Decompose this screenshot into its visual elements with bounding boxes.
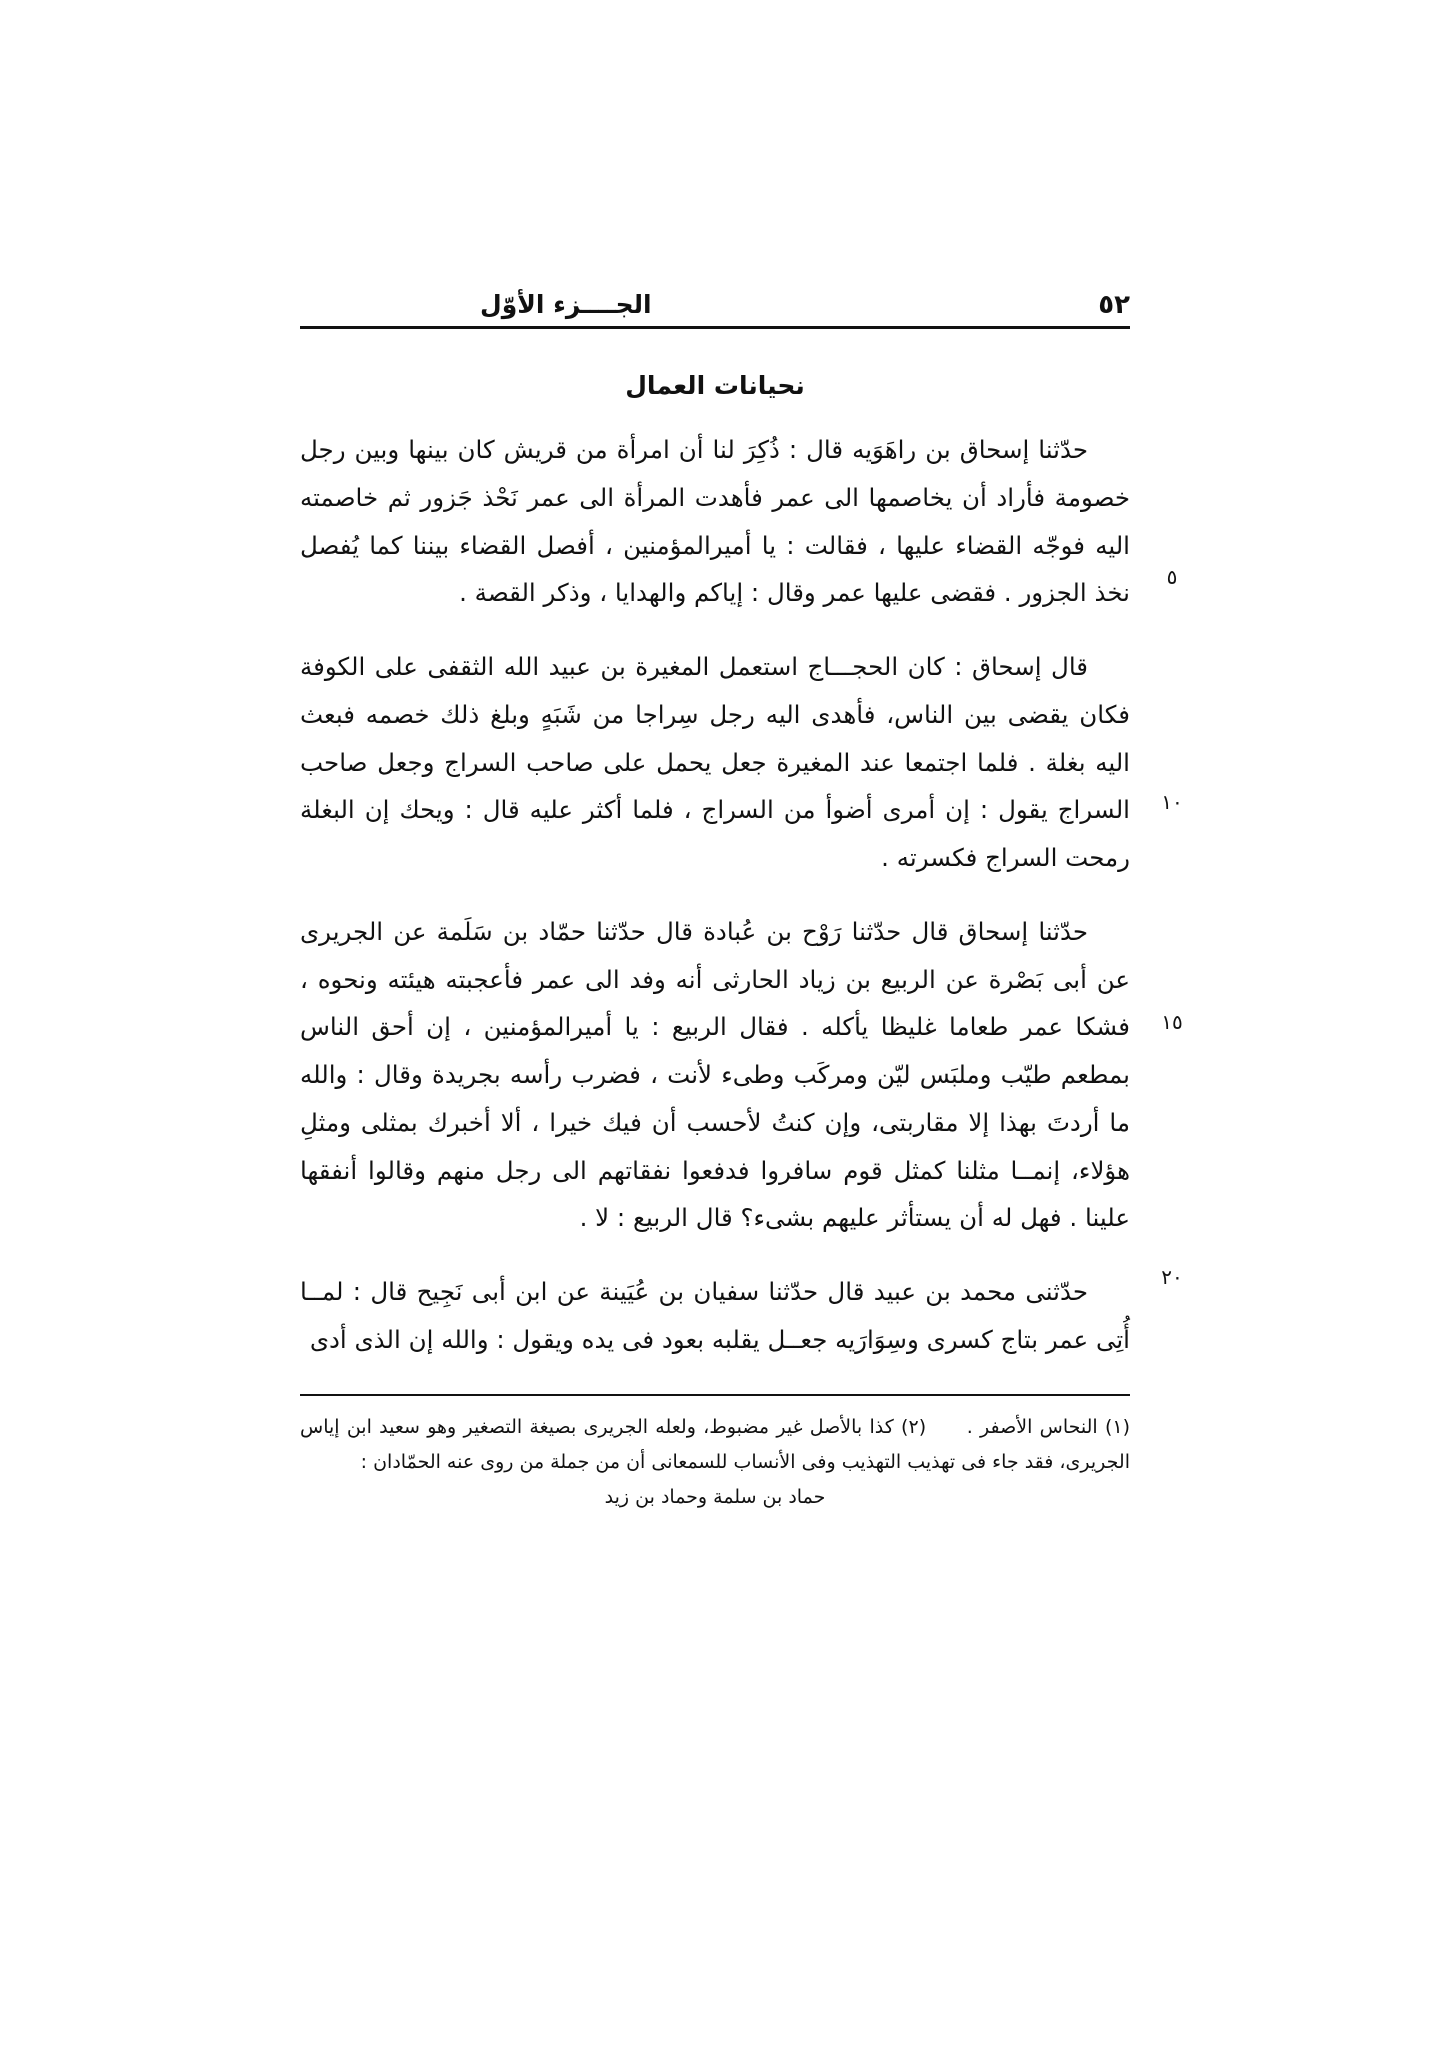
page-header bbox=[300, 290, 1130, 320]
line-number: ١٥ bbox=[1161, 1010, 1183, 1034]
paragraph-3: حدّثنا إسحاق قال حدّثنا رَوْح بن عُبادة قال حدّثنا حمّاد بن سَلَمة عن الجريرى عن أبى بَصْرة عن الربيع بن زياد الحارثى أنه وفد الى عمر فأعجبته هيئته ونحوه ، فشكا عمر طعاما غليظا يأكله . فقال الربيع : يا أميرالمؤمنين ، إن أحق الناس بمطعم طيّب وملبَس ليّن ومركَب وطىء لأنت ، فضرب رأسه بجريدة وقال : والله ما أردتَ بهذا إلا مقاربتى، وإن كنتُ لأحسب أن فيك خيرا ، ألا أخبرك بمثلى ومثلِ هؤلاء، إنمــا مثلنا كمثل قوم سافروا فدفعوا نفقاتهم الى رجل منهم وقالوا أنفقها علينا . فهل له أن يستأثر عليهم بشىء؟ قال الربيع : لا . bbox=[300, 916, 1130, 1233]
header-divider bbox=[300, 326, 1130, 329]
line-number-margin bbox=[1135, 290, 1195, 1690]
page-content bbox=[300, 290, 1130, 1515]
paragraph-4: حدّثنى محمد بن عبيد قال حدّثنا سفيان بن عُيَينة عن ابن أبى نَجِيح قال : لمــا أُتِى عمر بتاج كسرى وسِوَارَيه جعــل يقلبه بعود فى يده ويقول : والله إن الذى أدى bbox=[300, 1277, 1130, 1355]
line-number: ٥ bbox=[1166, 565, 1178, 589]
footnote-2-continued: حماد بن سلمة وحماد بن زيد bbox=[604, 1486, 826, 1509]
footnotes-block bbox=[300, 1410, 1130, 1515]
line-number: ١٠ bbox=[1161, 790, 1183, 814]
running-title: الجــــزء الأوّل bbox=[480, 290, 652, 319]
section-title: نحيانات العمال bbox=[625, 371, 805, 400]
footnote-2: (٢) كذا بالأصل غير مضبوط، ولعله الجريرى بصيغة التصغير وهو سعيد ابن إياس الجريرى، فقد جاء فى تهذيب التهذيب وفى الأنساب للسمعانى أن من جملة من روى عنه الحمّادان : bbox=[300, 1415, 1130, 1473]
line-number: ٢٠ bbox=[1161, 1265, 1183, 1289]
paragraph-1: حدّثنا إسحاق بن راهَوَيه قال : ذُكِرَ لنا أن امرأة من قريش كان بينها وبين رجل خصومة فأراد أن يخاصمها الى عمر فأهدت المرأة الى عمر نَحْذ جَزور ثم خاصمته اليه فوجّه القضاء عليها ، فقالت : يا أميرالمؤمنين ، أفصل القضاء بيننا كما يُفصل نخذ الجزور . فقضى عليها عمر وقال : إياكم والهدايا ، وذكر القصة . bbox=[300, 435, 1130, 608]
footnote-divider bbox=[300, 1394, 1130, 1396]
page-number: ٥٢ bbox=[1098, 290, 1130, 320]
paragraph-2: قال إسحاق : كان الحجـــاج استعمل المغيرة بن عبيد الله الثقفى على الكوفة فكان يقضى بين الناس، فأهدى اليه رجل سِراجا من شَبَهٍ وبلغ ذلك خصمه فبعث اليه بغلة . فلما اجتمعا عند المغيرة جعل يحمل على صاحب السراج وجعل صاحب السراج يقول : إن أمرى أضوأ من السراج ، فلما أكثر عليه قال : ويحك إن البغلة رمحت السراج فكسرته . bbox=[300, 652, 1130, 873]
footnote-1: (١) النحاس الأصفر . bbox=[966, 1415, 1130, 1438]
